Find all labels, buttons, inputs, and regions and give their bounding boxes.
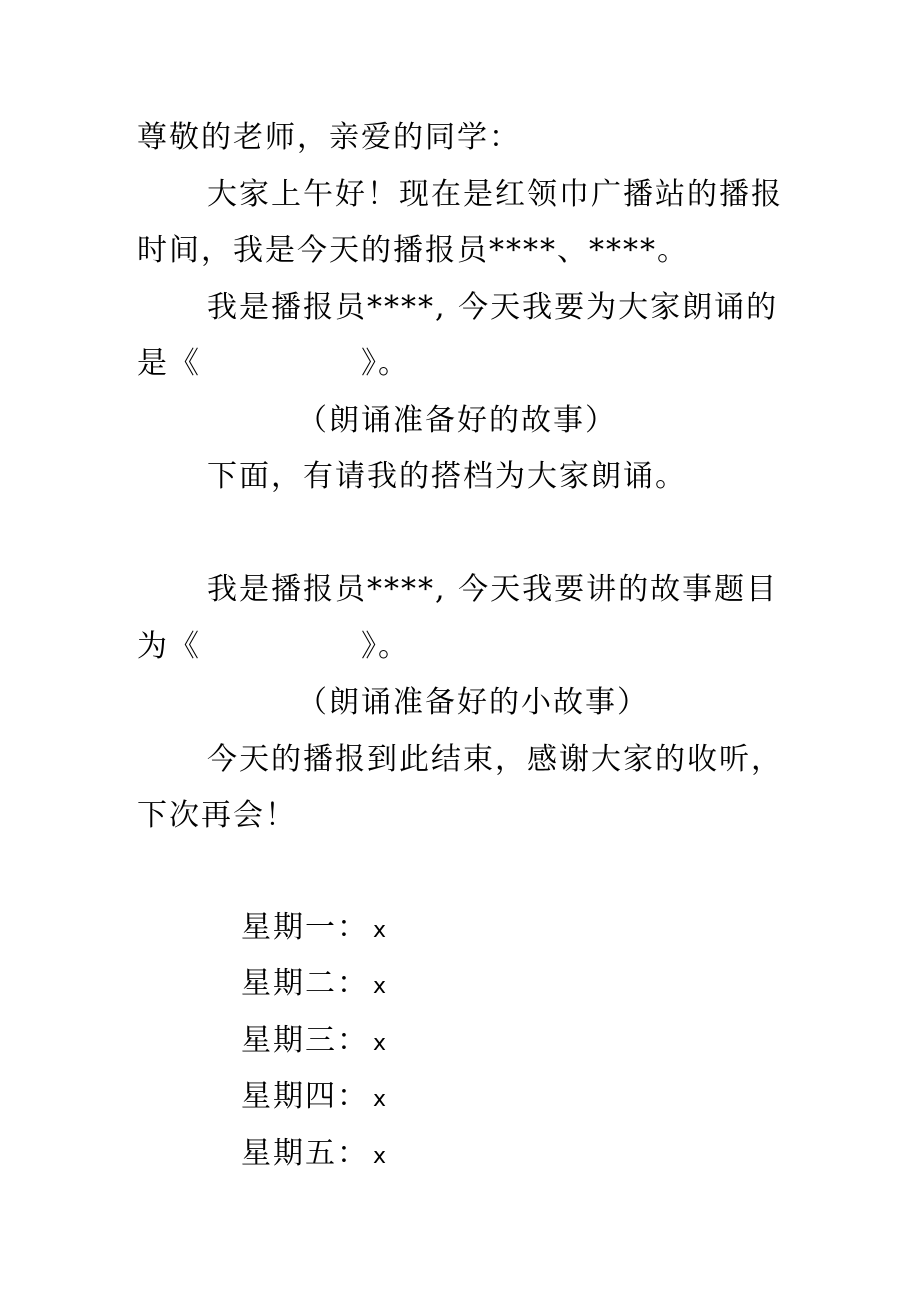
paragraph-2-line-2 xyxy=(137,346,410,382)
schedule-day: 星期二： xyxy=(241,966,369,1001)
schedule-value: x xyxy=(373,1144,389,1169)
schedule-day: 星期三： xyxy=(241,1023,369,1058)
schedule-item-wednesday xyxy=(241,1023,388,1059)
title-close-bracket: 》。 xyxy=(361,346,410,381)
paragraph-5-line-1: 今天的播报到此结束，感谢大家的收听， xyxy=(207,742,783,777)
schedule-day: 星期五： xyxy=(241,1136,369,1171)
schedule-value: x xyxy=(373,1087,389,1112)
paragraph-3: 下面，有请我的搭档为大家朗诵。 xyxy=(207,459,687,494)
schedule-day: 星期四： xyxy=(241,1079,369,1114)
schedule-value: x xyxy=(373,974,389,999)
paragraph-1-line-2: 时间，我是今天的播报员****、****。 xyxy=(137,233,689,268)
schedule-item-tuesday xyxy=(241,966,388,1002)
paragraph-5-line-2: 下次再会！ xyxy=(137,798,297,833)
story-title-open-bracket: 为《 xyxy=(137,629,201,664)
story-title-close-bracket: 》。 xyxy=(361,629,410,664)
schedule-item-monday xyxy=(241,910,388,946)
greeting: 尊敬的老师，亲爱的同学： xyxy=(137,120,521,155)
stage-note-2: （朗诵准备好的小故事） xyxy=(297,685,649,720)
schedule-value: x xyxy=(373,918,389,943)
title-open-bracket: 是《 xyxy=(137,346,201,381)
paragraph-2-line-1: 我是播报员****, 今天我要为大家朗诵的 xyxy=(207,290,779,325)
schedule-day: 星期一： xyxy=(241,910,369,945)
paragraph-4-line-1: 我是播报员****, 今天我要讲的故事题目 xyxy=(207,572,779,607)
stage-note-1: （朗诵准备好的故事） xyxy=(297,403,617,438)
schedule-item-friday xyxy=(241,1136,388,1172)
schedule-value: x xyxy=(373,1031,389,1056)
schedule-item-thursday xyxy=(241,1079,388,1115)
paragraph-4-line-2 xyxy=(137,629,410,665)
paragraph-1-line-1: 大家上午好！现在是红领巾广播站的播报 xyxy=(207,177,783,212)
